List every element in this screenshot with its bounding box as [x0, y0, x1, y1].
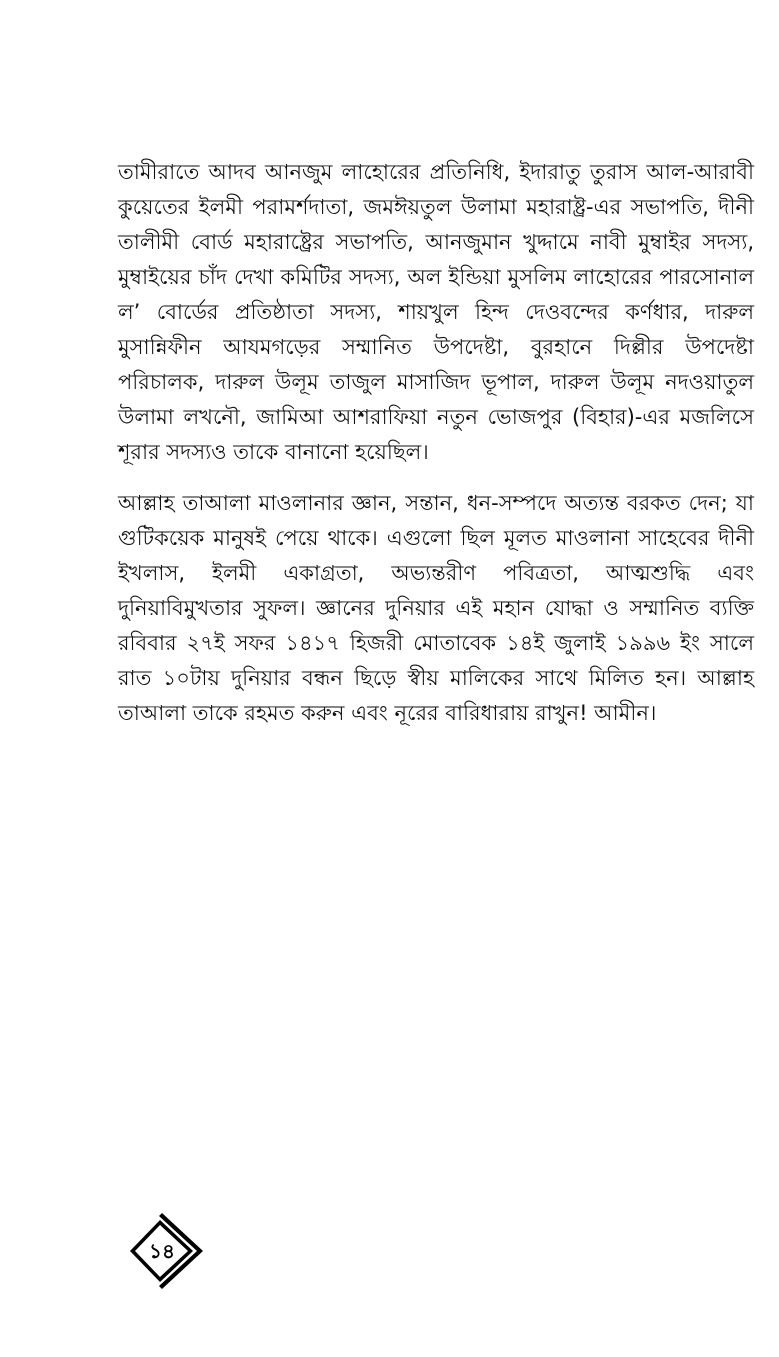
- page-number: ১৪: [149, 1239, 175, 1263]
- page-body: [118, 155, 754, 731]
- page-number-badge: [122, 1212, 204, 1290]
- paragraph-1: তামীরাতে আদব আনজুম লাহোরের প্রতিনিধি, ইদারাতু তুরাস আল-আরাবী কুয়েতের ইলমী পরামর্শদাতা, জমঈয়তুল উলামা মহারাষ্ট্র-এর সভাপতি, দীনী তালীমী বোর্ড মহারাষ্ট্রের সভাপতি, আনজুমান খুদ্দামে নাবী মুম্বাইর সদস্য, মুম্বাইয়ের চাঁদ দেখা কমিটির সদস্য, অল ইন্ডিয়া মুসলিম লাহোরের পারসোনাল ল’ বোর্ডের প্রতিষ্ঠাতা সদস্য, শায়খুল হিন্দ দেওবন্দের কর্ণধার, দারুল মুসান্নিফীন আযমগড়ের সম্মানিত উপদেষ্টা, বুরহানে দিল্লীর উপদেষ্টা পরিচালক, দারুল উলূম তাজুল মাসাজিদ ভূপাল, দারুল উলূম নদওয়াতুল উলামা লখনৌ, জামিআ আশরাফিয়া নতুন ভোজপুর (বিহার)-এর মজলিসে শূরার সদস্যও তাকে বানানো হয়েছিল।: [118, 160, 754, 464]
- paragraph-2: আল্লাহ তাআলা মাওলানার জ্ঞান, সন্তান, ধন-সম্পদে অত্যন্ত বরকত দেন; যা গুটিকয়েক মানুষই পেয়ে থাকে। এগুলো ছিল মূলত মাওলানা সাহেবের দীনী ইখলাস, ইলমী একাগ্রতা, অভ্যন্তরীণ পবিত্রতা, আত্মশুদ্ধি এবং দুনিয়াবিমুখতার সুফল। জ্ঞানের দুনিয়ার এই মহান যোদ্ধা ও সম্মানিত ব্যক্তি রবিবার ২৭ই সফর ১৪১৭ হিজরী মোতাবেক ১৪ই জুলাই ১৯৯৬ ইং সালে রাত ১০টায় দুনিয়ার বন্ধন ছিড়ে স্বীয় মালিকের সাথে মিলিত হন। আল্লাহ তাআলা তাকে রহমত করুন এবং নূরের বারিধারায় রাখুন! আমীন।: [118, 491, 754, 725]
